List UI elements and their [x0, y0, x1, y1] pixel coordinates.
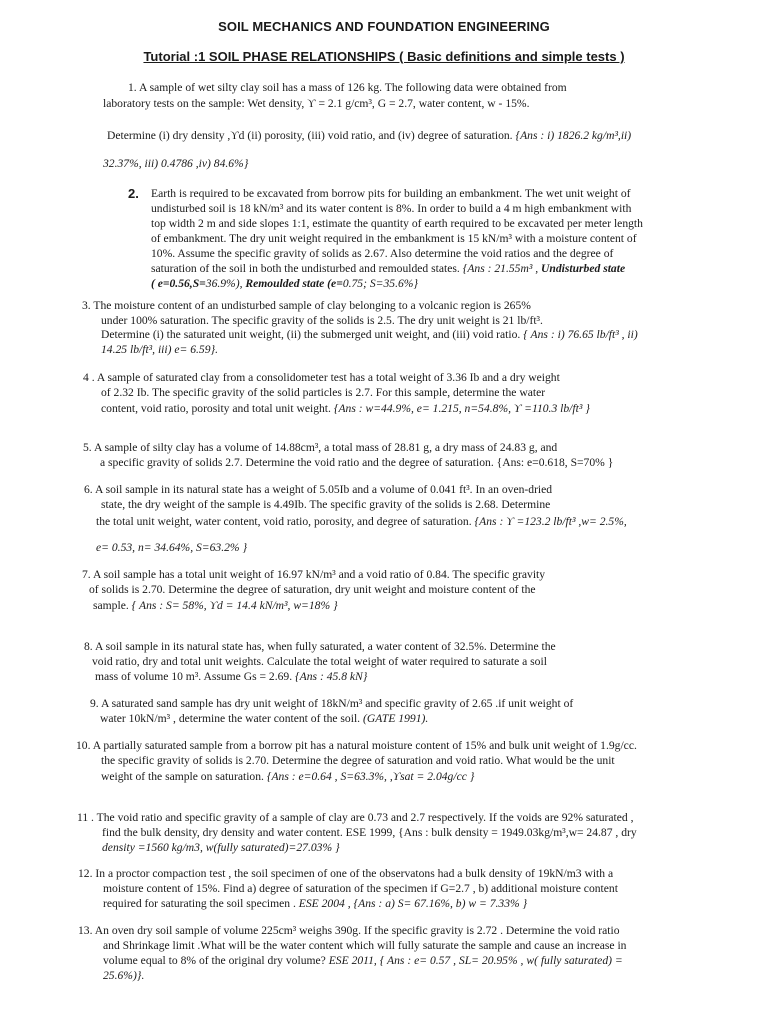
problem-3-line-2: under 100% saturation. The specific gravity of the solids is 2.5. The dry unit weight is 21 lb/ft³. [101, 314, 543, 327]
problem-8-line-2: void ratio, dry and total unit weights. Calculate the total weight of water required to saturate a soil [92, 655, 547, 668]
problem-9-line-1: 9. A saturated sand sample has dry unit weight of 18kN/m³ and specific gravity of 2.65 .if unit weight of [90, 697, 574, 710]
problem-1-line-1: 1. A sample of wet silty clay soil has a mass of 126 kg. The following data were obtained from [128, 81, 567, 94]
problem-12-line-2: moisture content of 15%. Find a) degree of saturation of the specimen if G=2.7 , b) additional moisture content [103, 882, 618, 895]
problem-12-line-3: required for saturating the soil specimen . ESE 2004 , {Ans : a) S= 67.16%, b) w = 7.33% } [103, 897, 528, 910]
problem-10-line-2: the specific gravity of solids is 2.70. Determine the degree of saturation and void ratio. What would be the unit [101, 754, 615, 767]
problem-1-question: Determine (i) dry density ,ϒd (ii) porosity, (iii) void ratio, and (iv) degree of saturation. [107, 129, 513, 142]
problem-9-answer: (GATE 1991). [362, 712, 429, 725]
problem-2-line-2: undisturbed soil is 18 kN/m³ and its water content is 8%. In order to build a 4 m high embankment with [151, 202, 632, 215]
problem-8-answer: {Ans : 45.8 kN} [295, 670, 368, 683]
problem-4-line-1: 4 . A sample of saturated clay from a consolidometer test has a total weight of 3.36 Ib and a dry weight [83, 371, 560, 384]
problem-6-line-2: state, the dry weight of the sample is 4.49Ib. The specific gravity of the solids is 2.68. Determine [101, 498, 551, 511]
problem-4-line-3: content, void ratio, porosity and total unit weight. {Ans : w=44.9%, e= 1.215, n=54.8%, ϒ =110.3 lb/ft³ } [101, 402, 590, 415]
problem-1-answer-b: 32.37%, iii) 0.4786 ,iv) 84.6%} [103, 157, 249, 170]
problem-7-line-1: 7. A soil sample has a total unit weight of 16.97 kN/m³ and a void ratio of 0.84. The specific gravity [82, 568, 546, 581]
problem-5-line-1: 5. A sample of silty clay has a volume of 14.88cm³, a total mass of 28.81 g, a dry mass of 24.83 g, and [83, 441, 558, 454]
problem-2-line-5: 10%. Assume the specific gravity of solids as 2.67. Also determine the void ratios and the degree of [151, 247, 614, 260]
problem-3-answer-a: { Ans : i) 76.65 lb/ft³ , ii) [523, 328, 638, 341]
problem-2-line-7: ( e=0.56,S=36.9%), Remoulded state (e=0.75; S=35.6%} [151, 277, 419, 290]
problem-13-line-1: 13. An oven dry soil sample of volume 225cm³ weighs 390g. If the specific gravity is 2.72 . Determine the void ratio [78, 924, 620, 937]
problem-3-line-3: Determine (i) the saturated unit weight, (ii) the submerged unit weight, and (iii) void ratio. { Ans : i) 76.65 lb/ft³ , ii) [101, 328, 638, 341]
problem-4-line-2: of 2.32 Ib. The specific gravity of the solid particles is 2.7. For this sample, determine the water [101, 386, 546, 399]
problem-12-answer: ESE 2004 , {Ans : a) S= 67.16%, b) w = 7.33% } [298, 897, 528, 910]
problem-10-line-1: 10. A partially saturated sample from a borrow pit has a natural moisture content of 15% and bulk unit weight of 1.9g/cc. [76, 739, 637, 752]
problem-10-answer: {Ans : e=0.64 , S=63.3%, ,ϒsat = 2.04g/cc } [266, 770, 475, 783]
problem-2-line-4: of embankment. The dry unit weight required in the embankment is 15 kN/m³ with a moisture content of [151, 232, 637, 245]
problem-3-line-1: 3. The moisture content of an undisturbed sample of clay belonging to a volcanic region is 265% [82, 299, 531, 312]
problem-2-number: 2. [128, 186, 139, 201]
problem-2-line-3: top width 2 m and side slopes 1:1, estimate the quantity of earth required to be excavated per meter length [151, 217, 643, 230]
subtitle-text: Tutorial :1 SOIL PHASE RELATIONSHIPS ( Basic definitions and simple tests ) [143, 49, 625, 64]
problem-1-line-3 [107, 128, 631, 143]
problem-8-line-3: mass of volume 10 m³. Assume Gs = 2.69. {Ans : 45.8 kN} [95, 670, 368, 683]
problem-12-line-1: 12. In a proctor compaction test , the soil specimen of one of the observatons had a bulk density of 19kN/m3 with a [78, 867, 614, 880]
problem-6-answer-b: e= 0.53, n= 34.64%, S=63.2% } [96, 541, 248, 554]
problem-1-answer-a: {Ans : i) 1826.2 kg/m³,ii) [515, 129, 632, 142]
problem-6-line-1: 6. A soil sample in its natural state has a weight of 5.05Ib and a volume of 0.041 ft³. In an oven-dried [84, 483, 553, 496]
problem-7-line-2: of solids is 2.70. Determine the degree of saturation, dry unit weight and moisture content of the [89, 583, 536, 596]
problem-13-answer-b: 25.6%)}. [103, 969, 145, 982]
document-title: SOIL MECHANICS AND FOUNDATION ENGINEERING [218, 19, 550, 34]
problem-11-line-3: density =1560 kg/m3, w(fully saturated)=27.03% } [102, 841, 340, 854]
problem-4-answer: {Ans : w=44.9%, e= 1.215, n=54.8%, ϒ =110.3 lb/ft³ } [333, 402, 590, 415]
problem-13-line-2: and Shrinkage limit .What will be the water content which will fully saturate the sample and cause an increase in [103, 939, 627, 952]
document-subtitle [0, 49, 768, 64]
problem-2-answer-a-bold: Undisturbed state [541, 262, 626, 275]
problem-6-answer-a: {Ans : ϒ =123.2 lb/ft³ ,w= 2.5%, [474, 515, 627, 528]
problem-10-line-3: weight of the sample on saturation. {Ans : e=0.64 , S=63.3%, ,ϒsat = 2.04g/cc } [101, 770, 475, 783]
problem-2-line-6: saturation of the soil in both the undisturbed and remoulded states. {Ans : 21.55m³ , Undisturbed state [151, 262, 626, 275]
problem-13-answer-a: ESE 2011, { Ans : e= 0.57 , SL= 20.95% , w( fully saturated) = [328, 954, 623, 967]
problem-7-answer: { Ans : S= 58%, ϒd = 14.4 kN/m³, w=18% } [131, 599, 338, 612]
problem-2-answer-a: {Ans : 21.55m³ , [462, 262, 539, 275]
problem-13-line-3: volume equal to 8% of the original dry volume? ESE 2011, { Ans : e= 0.57 , SL= 20.95% , w( fully saturated) = [103, 954, 623, 967]
problem-8-line-1: 8. A soil sample in its natural state has, when fully saturated, a water content of 32.5%. Determine the [84, 640, 556, 653]
problem-5-line-2: a specific gravity of solids 2.7. Determine the void ratio and the degree of saturation. {Ans: e=0.618, S=70% } [100, 456, 614, 469]
problem-9-line-2: water 10kN/m³ , determine the water content of the soil. (GATE 1991). [100, 712, 429, 725]
problem-11-line-1: 11 . The void ratio and specific gravity of a sample of clay are 0.73 and 2.7 respectively. If the voids are 92% saturated , [77, 811, 634, 824]
problem-11-line-2: find the bulk density, dry density and water content. ESE 1999, {Ans : bulk density = 1949.03kg/m³,w= 24.87 , dry [102, 826, 637, 839]
problem-3-answer-b: 14.25 lb/ft³, iii) e= 6.59}. [101, 343, 219, 356]
problem-1-line-2: laboratory tests on the sample: Wet density, ϒ = 2.1 g/cm³, G = 2.7, water content, w - 15%. [103, 97, 530, 110]
problem-6-line-3: the total unit weight, water content, void ratio, porosity, and degree of saturation. {Ans : ϒ =123.2 lb/ft³ ,w= 2.5%, [96, 515, 627, 528]
problem-2-body [151, 186, 704, 291]
problem-7-line-3: sample. { Ans : S= 58%, ϒd = 14.4 kN/m³, w=18% } [93, 599, 338, 612]
problem-2-line-1: Earth is required to be excavated from borrow pits for building an embankment. The wet unit weight of [151, 187, 631, 200]
